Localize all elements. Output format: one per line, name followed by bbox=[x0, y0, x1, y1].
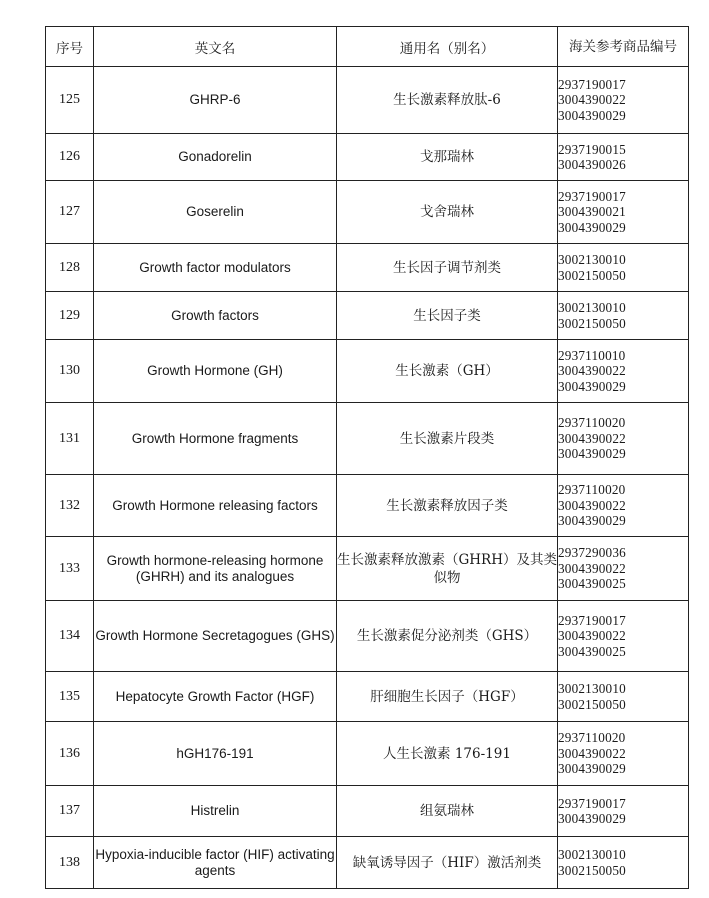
english-name-cell: Gonadorelin bbox=[94, 134, 337, 181]
header-common-name: 通用名（别名） bbox=[337, 27, 558, 67]
common-name-cell: 戈那瑞林 bbox=[337, 134, 558, 181]
table-body bbox=[46, 67, 689, 889]
customs-code: 3004390022 bbox=[558, 430, 626, 446]
customs-code: 3004390029 bbox=[558, 107, 626, 123]
header-num: 序号 bbox=[46, 27, 94, 67]
english-name-cell: Growth Hormone fragments bbox=[94, 403, 337, 475]
common-name-cell: 人生长激素 176-191 bbox=[337, 722, 558, 786]
common-name-cell: 生长激素释放激素（GHRH）及其类似物 bbox=[337, 537, 558, 601]
customs-code: 3004390029 bbox=[558, 513, 626, 529]
customs-code: 3002130010 bbox=[558, 252, 626, 267]
table-header-row bbox=[46, 27, 689, 67]
english-name-cell: Growth Hormone Secretagogues (GHS) bbox=[94, 601, 337, 672]
customs-code-cell bbox=[558, 786, 689, 837]
customs-code: 2937190017 bbox=[558, 612, 626, 628]
customs-code: 3004390025 bbox=[558, 643, 626, 659]
common-name-cell: 生长因子调节剂类 bbox=[337, 244, 558, 292]
customs-code: 3004390022 bbox=[558, 92, 626, 108]
customs-code: 3004390025 bbox=[558, 576, 626, 592]
customs-code: 3002130010 bbox=[558, 847, 626, 862]
customs-code: 2937290036 bbox=[558, 545, 626, 561]
customs-code: 3002150050 bbox=[558, 696, 626, 712]
english-name-cell: Hepatocyte Growth Factor (HGF) bbox=[94, 672, 337, 722]
table-row bbox=[46, 475, 689, 537]
row-number: 134 bbox=[46, 601, 94, 672]
customs-code: 3004390022 bbox=[558, 628, 626, 644]
customs-code: 3004390029 bbox=[558, 761, 626, 777]
table-row bbox=[46, 786, 689, 837]
row-number: 132 bbox=[46, 475, 94, 537]
common-name-cell: 生长激素促分泌剂类（GHS） bbox=[337, 601, 558, 672]
customs-code: 2937110020 bbox=[558, 482, 626, 498]
customs-code: 3004390026 bbox=[558, 157, 626, 172]
common-name-cell: 戈舍瑞林 bbox=[337, 181, 558, 244]
row-number: 128 bbox=[46, 244, 94, 292]
row-number: 136 bbox=[46, 722, 94, 786]
table-row bbox=[46, 601, 689, 672]
customs-code-cell bbox=[558, 292, 689, 340]
table-row bbox=[46, 134, 689, 181]
customs-code-cell bbox=[558, 537, 689, 601]
english-name-cell: hGH176-191 bbox=[94, 722, 337, 786]
customs-code: 3004390022 bbox=[558, 560, 626, 576]
customs-code: 2937110020 bbox=[558, 730, 626, 746]
row-number: 137 bbox=[46, 786, 94, 837]
table-row bbox=[46, 181, 689, 244]
customs-code: 2937110010 bbox=[558, 347, 626, 363]
row-number: 131 bbox=[46, 403, 94, 475]
substance-table bbox=[45, 26, 689, 889]
english-name-cell: Growth Hormone (GH) bbox=[94, 340, 337, 403]
english-name-cell: Hypoxia-inducible factor (HIF) activating agents bbox=[94, 837, 337, 889]
english-name-cell: Growth hormone-releasing hormone (GHRH) and its analogues bbox=[94, 537, 337, 601]
customs-code: 3002130010 bbox=[558, 300, 626, 315]
common-name-cell: 组氨瑞林 bbox=[337, 786, 558, 837]
customs-code-cell bbox=[558, 475, 689, 537]
customs-code: 3002130010 bbox=[558, 681, 626, 696]
table-row bbox=[46, 672, 689, 722]
table-row bbox=[46, 67, 689, 134]
customs-code: 2937110020 bbox=[558, 415, 626, 431]
customs-code: 3004390022 bbox=[558, 745, 626, 761]
english-name-cell: Growth factors bbox=[94, 292, 337, 340]
customs-code: 3002150050 bbox=[558, 862, 626, 878]
customs-code: 3004390029 bbox=[558, 378, 626, 394]
common-name-cell: 生长激素片段类 bbox=[337, 403, 558, 475]
common-name-cell: 生长激素释放肽-6 bbox=[337, 67, 558, 134]
row-number: 129 bbox=[46, 292, 94, 340]
customs-code-cell bbox=[558, 837, 689, 889]
customs-code: 3004390029 bbox=[558, 446, 626, 462]
row-number: 125 bbox=[46, 67, 94, 134]
english-name-cell: GHRP-6 bbox=[94, 67, 337, 134]
common-name-cell: 缺氧诱导因子（HIF）激活剂类 bbox=[337, 837, 558, 889]
row-number: 135 bbox=[46, 672, 94, 722]
customs-code: 3002150050 bbox=[558, 315, 626, 331]
english-name-cell: Growth factor modulators bbox=[94, 244, 337, 292]
customs-code-cell bbox=[558, 340, 689, 403]
english-name-cell: Histrelin bbox=[94, 786, 337, 837]
customs-code-cell bbox=[558, 403, 689, 475]
english-name-cell: Growth Hormone releasing factors bbox=[94, 475, 337, 537]
table-row bbox=[46, 722, 689, 786]
common-name-cell: 生长因子类 bbox=[337, 292, 558, 340]
common-name-cell: 生长激素（GH） bbox=[337, 340, 558, 403]
table-row bbox=[46, 244, 689, 292]
customs-code: 3004390029 bbox=[558, 219, 626, 235]
header-customs-code: 海关参考商品编号 bbox=[558, 27, 689, 67]
customs-code-cell bbox=[558, 601, 689, 672]
customs-code-cell bbox=[558, 722, 689, 786]
customs-code: 2937190015 bbox=[558, 141, 626, 157]
table-row bbox=[46, 403, 689, 475]
customs-code: 2937190017 bbox=[558, 188, 626, 204]
row-number: 138 bbox=[46, 837, 94, 889]
customs-code: 2937190017 bbox=[558, 795, 626, 811]
table-row bbox=[46, 340, 689, 403]
customs-code-cell bbox=[558, 181, 689, 244]
customs-code-cell bbox=[558, 244, 689, 292]
row-number: 127 bbox=[46, 181, 94, 244]
common-name-cell: 肝细胞生长因子（HGF） bbox=[337, 672, 558, 722]
table-row bbox=[46, 837, 689, 889]
customs-code: 3002150050 bbox=[558, 267, 626, 283]
common-name-cell: 生长激素释放因子类 bbox=[337, 475, 558, 537]
customs-code: 3004390022 bbox=[558, 497, 626, 513]
row-number: 130 bbox=[46, 340, 94, 403]
customs-code: 2937190017 bbox=[558, 76, 626, 92]
table-row bbox=[46, 537, 689, 601]
customs-code-cell bbox=[558, 672, 689, 722]
table-row bbox=[46, 292, 689, 340]
english-name-cell: Goserelin bbox=[94, 181, 337, 244]
header-english-name: 英文名 bbox=[94, 27, 337, 67]
row-number: 133 bbox=[46, 537, 94, 601]
customs-code: 3004390029 bbox=[558, 811, 626, 826]
customs-code: 3004390021 bbox=[558, 204, 626, 220]
row-number: 126 bbox=[46, 134, 94, 181]
customs-code-cell bbox=[558, 67, 689, 134]
customs-code: 3004390022 bbox=[558, 363, 626, 379]
customs-code-cell bbox=[558, 134, 689, 181]
